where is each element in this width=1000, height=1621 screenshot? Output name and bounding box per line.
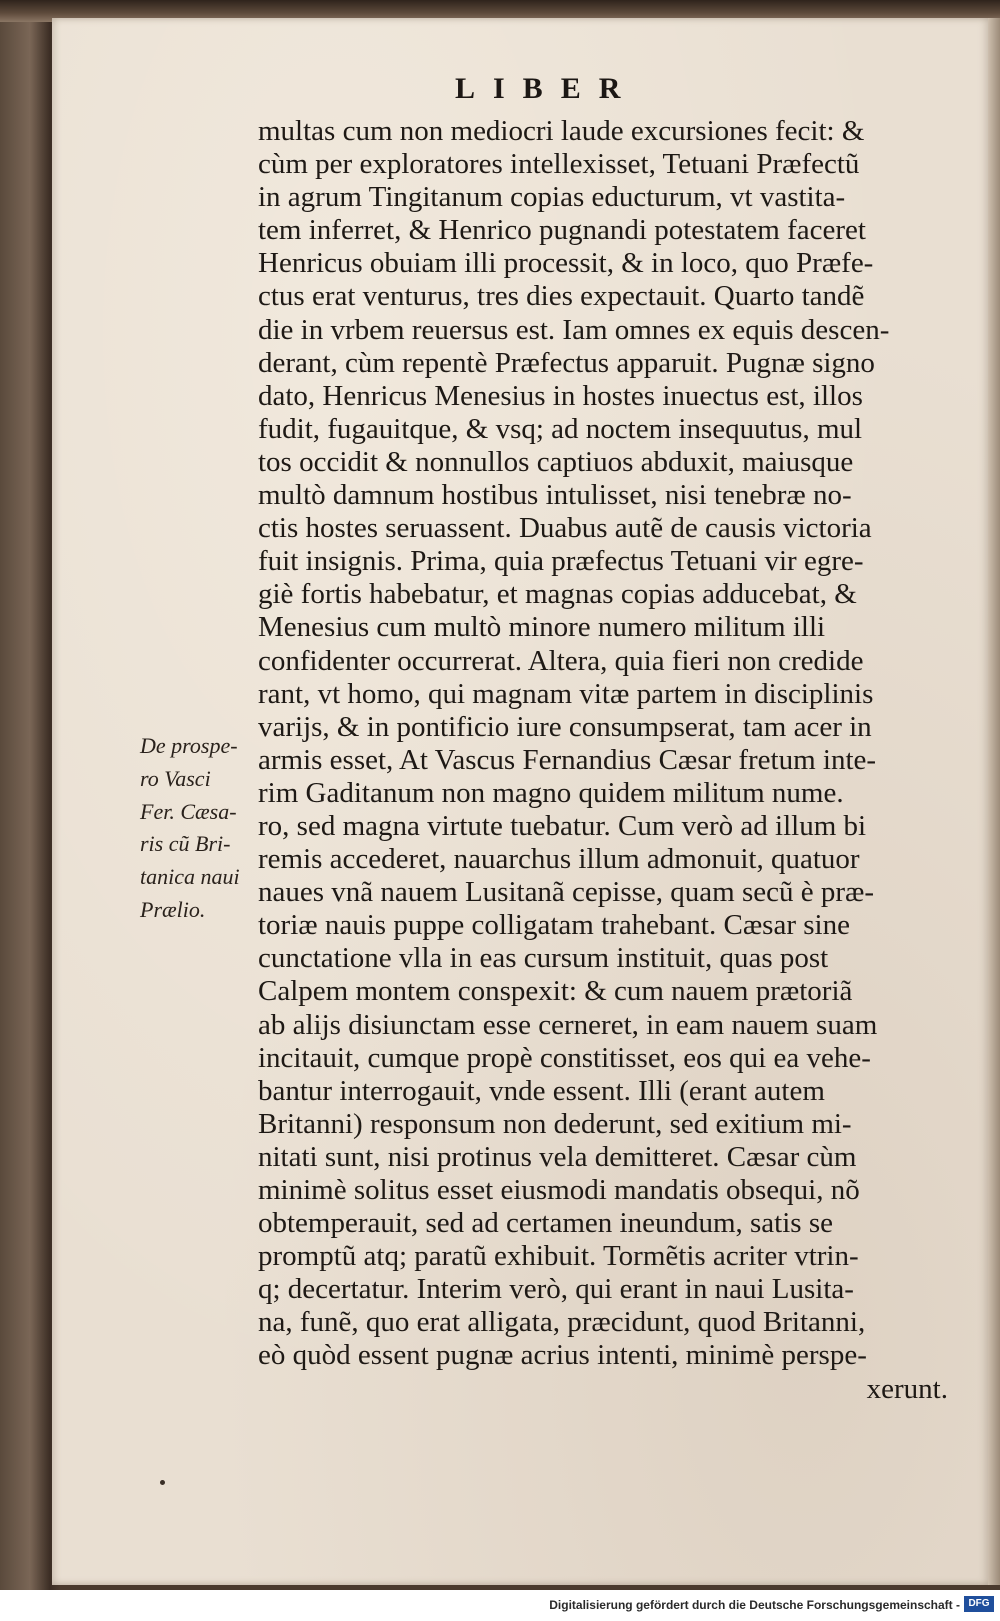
text-line: bantur interrogauit, vnde essent. Illi (erant autem <box>258 1074 825 1107</box>
running-head: LIBER <box>455 72 639 105</box>
text-line: armis esset, At Vascus Fernandius Cæsar fretum inte- <box>258 743 877 776</box>
text-line: varijs, & in pontificio iure consumpserat, tam acer in <box>258 710 872 743</box>
text-line: ab alijs disiunctam esse cerneret, in eam nauem suam <box>258 1008 878 1041</box>
text-line: dato, Henricus Menesius in hostes inuectus est, illos <box>258 379 863 412</box>
text-line: fuit insignis. Prima, quia præfectus Tetuani vir egre- <box>258 545 864 578</box>
text-line: tos occidit & nonnullos captiuos abduxit, maiusque <box>258 445 854 478</box>
text-line: in agrum Tingitanum copias educturum, vt vastita- <box>258 181 846 214</box>
margin-note <box>140 730 260 927</box>
text-line: nitati sunt, nisi protinus vela demitteret. Cæsar cùm <box>258 1140 857 1173</box>
margin-note-line: ris cũ Bri- <box>140 831 231 857</box>
text-line: derant, cùm repentè Præfectus apparuit. Pugnæ signo <box>258 346 875 379</box>
text-line: tem inferret, & Henrico pugnandi potestatem faceret <box>258 214 866 247</box>
text-line: cùm per exploratores intellexisset, Tetuani Præfectũ <box>258 148 860 181</box>
ink-dot <box>160 1480 165 1485</box>
text-line: ctus erat venturus, tres dies expectauit. Quarto tandẽ <box>258 280 865 313</box>
text-line: minimè solitus esset eiusmodi mandatis obsequi, nõ <box>258 1174 860 1206</box>
text-line: die in vrbem reuersus est. Iam omnes ex equis descen- <box>258 313 890 346</box>
text-line: rant, vt homo, qui magnam vitæ partem in disciplinis <box>258 677 874 710</box>
margin-note-line: Fer. Cæsa- <box>140 798 237 824</box>
text-line: obtemperauit, sed ad certamen ineundum, satis se <box>258 1207 833 1240</box>
text-line: multò damnum hostibus intulisset, nisi tenebræ no- <box>258 479 852 512</box>
text-line: remis accederet, nauarchus illum admonuit, quatuor <box>258 843 860 876</box>
dfg-logo: DFG <box>964 1596 994 1612</box>
text-line: q; decertatur. Interim verò, qui erant in naui Lusita- <box>258 1273 854 1306</box>
page-fore-edge <box>988 18 1000 1585</box>
text-line: giè fortis habebatur, et magnas copias adducebat, & <box>258 578 857 611</box>
text-line: Menesius cum multò minore numero militum illi <box>258 611 826 644</box>
body-text <box>258 115 988 1406</box>
text-line: rim Gaditanum non magno quidem militum nume. <box>258 776 844 809</box>
text-line: Britanni) responsum non dederunt, sed exitium mi- <box>258 1107 852 1140</box>
text-line: cunctatione vlla in eas cursum instituit, quas post <box>258 942 829 975</box>
footer-bar <box>0 1590 1000 1621</box>
text-line: naues vnã nauem Lusitanã cepisse, quam secũ è præ- <box>258 876 875 909</box>
text-line: promptũ atq; paratũ exhibuit. Tormẽtis acriter vtrin- <box>258 1240 859 1273</box>
text-line: multas cum non mediocri laude excursiones fecit: & <box>258 115 865 147</box>
text-line: xerunt. <box>866 1372 948 1405</box>
text-line: ro, sed magna virtute tuebatur. Cum verò ad illum bi <box>258 809 867 842</box>
margin-note-line: ro Vasci <box>140 765 211 791</box>
text-line: incitauit, cumque propè constitisset, eos qui ea vehe- <box>258 1041 871 1074</box>
text-line: Calpem montem conspexit: & cum nauem prætoriã <box>258 975 853 1008</box>
text-line: na, funẽ, quo erat alligata, præcidunt, quod Britanni, <box>258 1306 866 1339</box>
text-line: eò quòd essent pugnæ acrius intenti, minimè perspe- <box>258 1339 867 1372</box>
margin-note-line: Prælio. <box>140 896 206 922</box>
margin-note-line: De prospe- <box>140 733 238 758</box>
text-line: fudit, fugauitque, & vsq; ad noctem insequutus, mul <box>258 412 863 445</box>
text-line: Henricus obuiam illi processit, & in loco, quo Præfe- <box>258 247 874 280</box>
funding-credit: Digitalisierung gefördert durch die Deutsche Forschungsgemeinschaft - <box>549 1598 960 1612</box>
text-line: toriæ nauis puppe colligatam trahebant. Cæsar sine <box>258 909 850 942</box>
text-line: ctis hostes seruassent. Duabus autẽ de causis victoria <box>258 512 872 545</box>
margin-note-line: tanica naui <box>140 864 240 890</box>
text-line: confidenter occurrerat. Altera, quia fieri non credide <box>258 644 864 677</box>
